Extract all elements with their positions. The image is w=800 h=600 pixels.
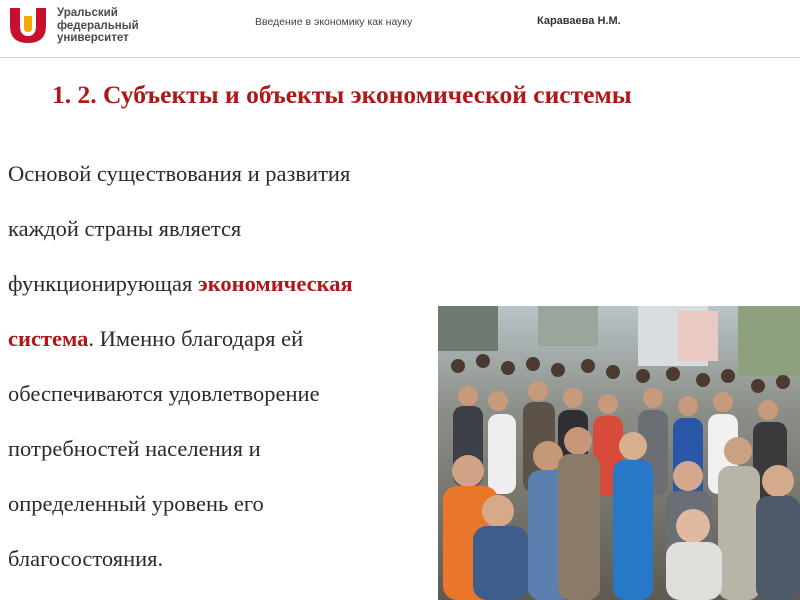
course-title: Введение в экономику как науку [255, 16, 413, 28]
crowd-image [438, 306, 800, 600]
body-line: каждой страны является [8, 216, 242, 241]
body-line: определенный уровень его [8, 491, 264, 516]
university-logo-icon [7, 6, 49, 44]
body-line: Основой существования и развития [8, 161, 351, 186]
author-name: Караваева Н.М. [537, 15, 621, 27]
logo-line: федеральный [57, 19, 139, 32]
logo-line: университет [57, 32, 129, 44]
highlighted-term: экономическая [197, 271, 353, 296]
body-line: потребностей населения и [8, 436, 261, 461]
logo-line: Уральский [57, 7, 118, 19]
body-line [8, 311, 478, 366]
body-line [8, 256, 478, 311]
slide-title: 1. 2. Субъекты и объекты экономической системы [52, 80, 632, 109]
crowd-photo [438, 306, 800, 600]
body-line: благосостояния. [8, 546, 164, 571]
university-logo-text [57, 7, 139, 45]
body-line: обеспечиваются удовлетворение [8, 381, 320, 406]
slide-header [0, 0, 800, 58]
header-divider [0, 57, 800, 58]
body-text-plain: функционирующая [8, 271, 198, 296]
slide-body-text [8, 146, 478, 586]
body-text-plain: . Именно благодаря ей [88, 326, 304, 351]
highlighted-term: система [8, 326, 89, 351]
